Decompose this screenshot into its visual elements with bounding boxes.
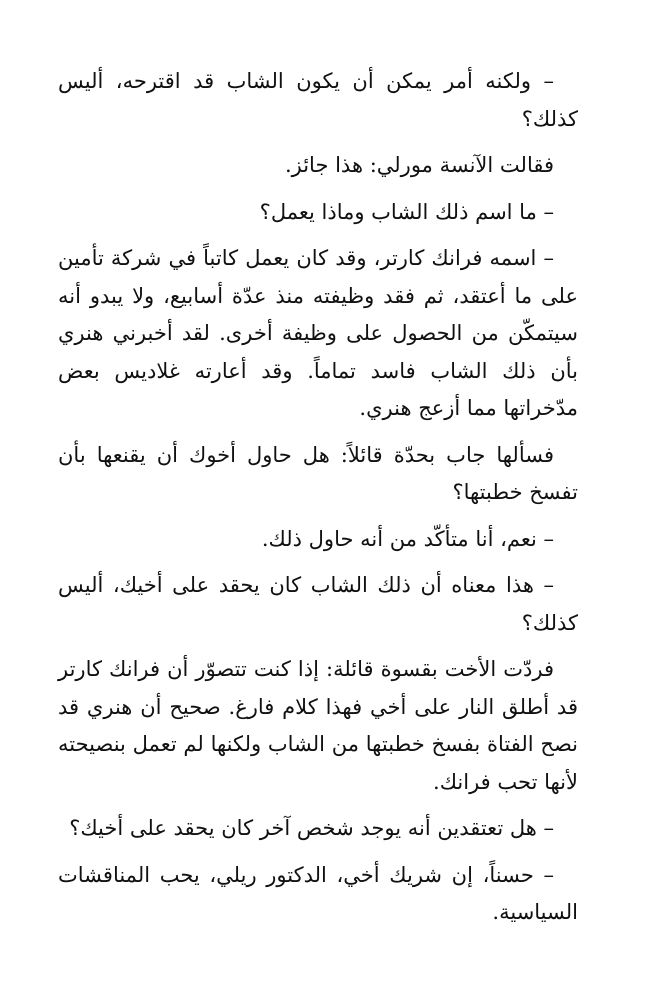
paragraph: – نعم، أنا متأكّد من أنه حاول ذلك. xyxy=(261,526,554,551)
paragraph: – ما اسم ذلك الشاب وماذا يعمل؟ xyxy=(259,199,554,224)
paragraph: – حسناً، إن شريك أخي، الدكتور ريلي، يحب المناقشات السياسية. xyxy=(58,862,578,924)
paragraph: – هل تعتقدين أنه يوجد شخص آخر كان يحقد على أخيك؟ xyxy=(69,816,554,840)
page-text xyxy=(58,63,578,941)
paragraph: فردّت الأخت بقسوة قائلة: إذا كنت تتصوّر أن فرانك كارتر قد أطلق النار على أخي فهذا كلام فارغ. صحيح أن هنري قد نصح الفتاة بفسخ خطبتها من الشاب ولكنها لم تعمل بنصيحته لأنها تحب فرانك. xyxy=(58,657,578,794)
paragraph: – اسمه فرانك كارتر، وقد كان يعمل كاتباً في شركة تأمين على ما أعتقد، ثم فقد وظيفته منذ عدّة أسابيع، ولا يبدو أنه سيتمكّن من الحصول على وظيفة أخرى. لقد أخبرني هنري بأن ذلك الشاب فاسد تماماً. وقد أعارته غلاديس بعض مدّخراتها مما أزعج هنري. xyxy=(58,246,578,420)
paragraph: فسألها جاب بحدّة قائلاً: هل حاول أخوك أن يقنعها بأن تفسخ خطبتها؟ xyxy=(58,442,578,504)
paragraph: فقالت الآنسة مورلي: هذا جائز. xyxy=(284,153,554,177)
paragraph: – هذا معناه أن ذلك الشاب كان يحقد على أخيك، أليس كذلك؟ xyxy=(58,573,578,635)
paragraph: – ولكنه أمر يمكن أن يكون الشاب قد اقترحه، أليس كذلك؟ xyxy=(58,69,578,131)
